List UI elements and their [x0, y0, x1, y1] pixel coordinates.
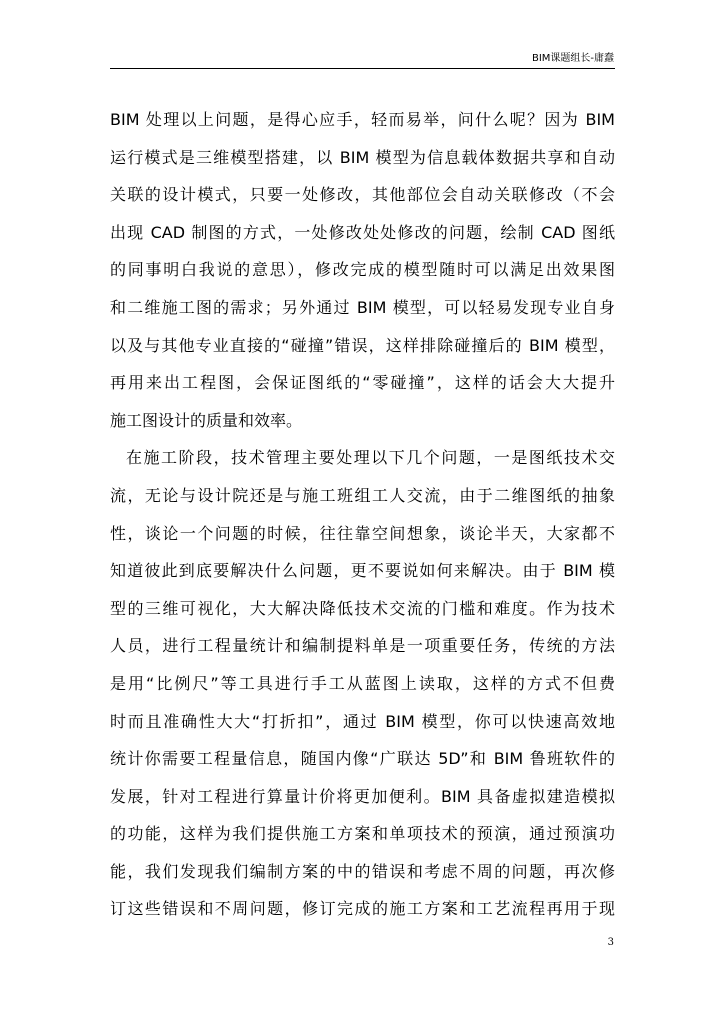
body-line: 以及与其他专业直接的“碰撞”错误，这样排除碰撞后的 BIM 模型， [110, 335, 615, 355]
header-divider [110, 68, 615, 69]
body-line: BIM 处理以上问题，是得心应手，轻而易举，问什么呢？因为 BIM [110, 110, 615, 129]
body-line: 出现 CAD 制图的方式，一处修改处处修改的问题，绘制 CAD 图纸 [110, 222, 615, 242]
body-line: 运行模式是三维模型搭建，以 BIM 模型为信息载体数据共享和自动 [110, 147, 615, 167]
body-line: 再用来出工程图，会保证图纸的“零碰撞”，这样的话会大大提升 [110, 373, 615, 393]
body-line: 能，我们发现我们编制方案的中的错误和考虑不周的问题，再次修 [110, 861, 615, 881]
header-title: BIM课题组长-庸蠢 [531, 53, 614, 64]
body-line: 性，谈论一个问题的时候，往往靠空间想象，谈论半天，大家都不 [110, 523, 615, 543]
body-line: 和二维施工图的需求；另外通过 BIM 模型，可以轻易发现专业自身 [110, 297, 615, 317]
body-line: 流，无论与设计院还是与施工班组工人交流，由于二维图纸的抽象 [110, 485, 615, 505]
page-number: 3 [607, 937, 614, 948]
body-line: 的功能，这样为我们提供施工方案和单项技术的预演，通过预演功 [110, 824, 615, 844]
body-line: 时而且准确性大大“打折扣”，通过 BIM 模型，你可以快速高效地 [110, 711, 615, 731]
body-line: 的同事明白我说的意思），修改完成的模型随时可以满足出效果图 [110, 260, 615, 280]
body-line: 发展，针对工程进行算量计价将更加便利。BIM 具备虚拟建造模拟 [110, 786, 615, 806]
body-line: 施工图设计的质量和效率。 [110, 410, 303, 430]
body-line: 人员，进行工程量统计和编制提料单是一项重要任务，传统的方法 [110, 636, 615, 656]
body-line: 型的三维可视化，大大解决降低技术交流的门槛和难度。作为技术 [110, 598, 615, 618]
body-line: 订这些错误和不周问题，修订完成的施工方案和工艺流程再用于现 [110, 899, 615, 919]
paragraph-first-line: 在施工阶段，技术管理主要处理以下几个问题，一是图纸技术交 [126, 448, 615, 468]
body-line: 是用“比例尺”等工具进行手工从蓝图上读取，这样的方式不但费 [110, 673, 615, 693]
document-body [110, 101, 615, 928]
body-line: 统计你需要工程量信息，随国内像“广联达 5D”和 BIM 鲁班软件的 [110, 749, 615, 769]
body-line: 关联的设计模式，只要一处修改，其他部位会自动关联修改（不会 [110, 185, 615, 205]
body-line: 知道彼此到底要解决什么问题，更不要说如何来解决。由于 BIM 模 [110, 561, 615, 581]
